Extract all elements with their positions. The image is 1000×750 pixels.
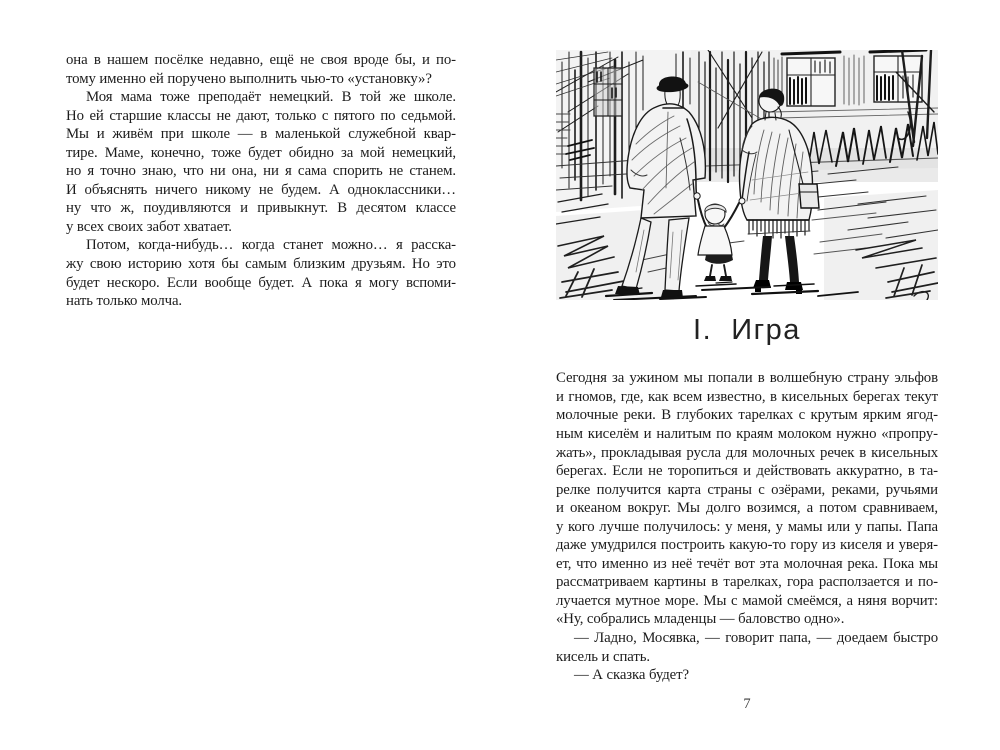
text-line: жу свою историю хотя бы самым близким друзьям. Но это (66, 256, 456, 273)
text-line: — Ладно, Мосявка, — говорит папа, — доедаем быстро (574, 630, 938, 646)
text-line: кисель и спать. (556, 648, 650, 665)
text-line: она в нашем посёлке недавно, ещё не своя вроде бы, и по- (66, 52, 456, 68)
text-line: — А сказка будет? (574, 667, 689, 684)
text-line: и гномов, где, как всем известно, в кисельных берегах текут (556, 388, 938, 405)
text-line: но я точно знаю, что ни она, ни я сама спорить не станем. (66, 163, 456, 180)
text-line: у кого лучше получилось: у меня, у мамы или у папы. Папа (556, 518, 938, 535)
chapter-title: I. Игра (693, 314, 801, 346)
text-line: «Ну, собрались младенцы — баловство одно». (556, 611, 845, 628)
text-line: тире. Маме, конечно, тоже будет обидно за мой немецкий, (66, 144, 456, 161)
text-line: и океаном вокруг. Мы долго возимся, а потом сравниваем, (556, 500, 938, 517)
text-line: у всех своих забот хватает. (66, 218, 232, 235)
text-line: ет, что именно из неё течёт вот эта молочная река. Пока мы (556, 555, 938, 572)
text-line: Но ей старшие классы не дают, только с пятого по седьмой. (66, 107, 456, 124)
text-line: молочные реки. В глубоких тарелках с крутым ярким ягод- (556, 407, 938, 424)
text-line: Потом, когда-нибудь… когда станет можно… я расска- (86, 237, 456, 254)
text-line: рассматриваем картины в тарелках, гора расползается и по- (556, 574, 938, 591)
text-line: ну что ж, поудивляются и привыкнут. В десятом классе (66, 200, 456, 217)
text-line: будет нескоро. Если вообще будет. А пока я могу вспоми- (66, 274, 456, 291)
text-line: Сегодня за ужином мы попали в волшебную страну эльфов (556, 370, 938, 387)
child-figure (698, 200, 739, 281)
text-line: даже умудрился построить какую-то гору из киселя и уверя- (556, 537, 938, 554)
text-line: ным киселём и налитым по краям молоком нужно «пропру- (556, 425, 938, 442)
text-line: Мы и живём при школе — в маленькой служебной квар- (66, 126, 456, 143)
text-line: Моя мама тоже преподаёт немецкий. В той же школе. (86, 89, 456, 106)
text-line: жать», прокладывая русла для молочных речек в кисельных (556, 444, 938, 461)
text-line: лучается мутное море. Мы с мамой смеёмся, а няня ворчит: (556, 592, 938, 609)
right-page (556, 50, 938, 685)
text-line: релке получится карта страны с озёрами, реками, ручьями (556, 481, 938, 498)
left-page-text (66, 51, 456, 311)
text-line: нать только молча. (66, 293, 183, 310)
text-line: берегах. Если не торопиться и действовать аккуратно, в та- (556, 463, 938, 480)
text-line: тому именно ей поручено выполнить чью-то «установку»? (66, 70, 432, 87)
right-page-text (556, 369, 938, 684)
family-walk-illustration (556, 50, 938, 300)
text-line: И объяснять ничего никому не будем. А одноклассники… (66, 181, 456, 198)
page-number: 7 (743, 696, 751, 712)
